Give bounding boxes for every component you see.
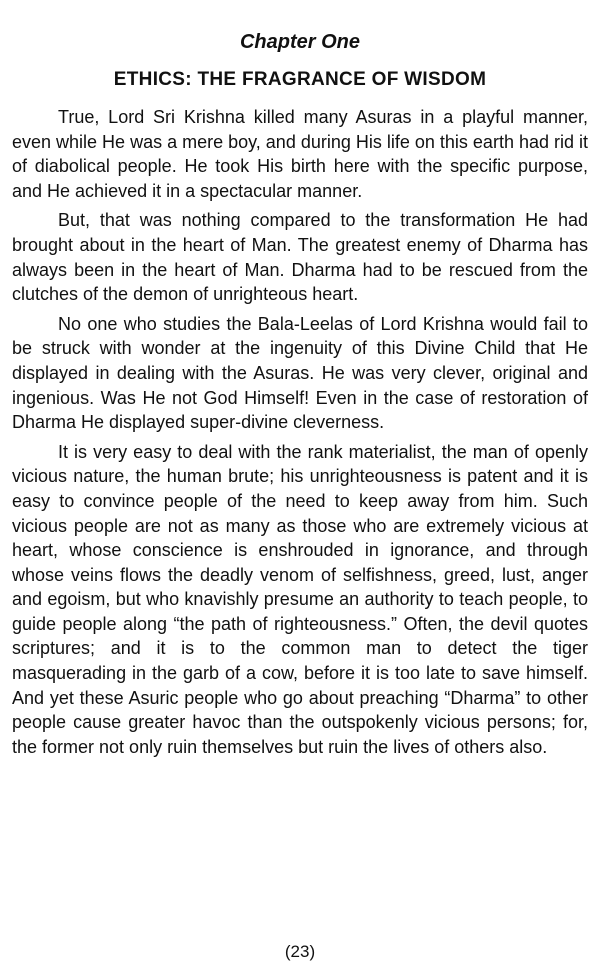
chapter-label: Chapter One <box>239 31 361 53</box>
chapter-title: ETHICS: THE FRAGRANCE OF WISDOM <box>113 69 487 90</box>
paragraph: True, Lord Sri Krishna killed many Asuras in a playful manner, even while He was a mere boy, and during His life on this earth had rid it of diabolical people. He took His birth here with the specific purpose, and He achieved it in a spectacular manner. <box>12 107 588 201</box>
chapter-body <box>12 105 588 764</box>
paragraph: It is very easy to deal with the rank materialist, the man of openly vicious nature, the human brute; his unrighteousness is patent and it is easy to convince people of the need to keep away from him. Such vicious people are not as many as those who are extremely vicious at heart, whose conscience is enshrouded in ignorance, and through whose veins flows the deadly venom of selfishness, greed, lust, anger and egoism, but who knavishly presume an authority to teach people, to guide people along “the path of righteousness.” Often, the devil quotes scriptures; and it is to the common man to detect the tiger masquerading in the garb of a cow, before it is too late to save himself. And yet these Asuric people who go about preaching “Dharma” to other people cause greater havoc than the outspokenly vicious persons; for, the former not only ruin themselves but ruin the lives of others also. <box>12 441 588 757</box>
paragraph: But, that was nothing compared to the transformation He had brought about in the heart of Man. The greatest enemy of Dharma has always been in the heart of Man. Dharma had to be rescued from the clutches of the demon of unrighteous heart. <box>12 210 588 305</box>
paragraph: No one who studies the Bala-Leelas of Lord Krishna would fail to be struck with wonder at the ingenuity of this Divine Child that He displayed in dealing with the Asuras. He was very clever, original and ingenious. Was He not God Himself! Even in the case of restoration of Dharma He displayed super-divine cleverness. <box>12 313 588 433</box>
page-number: (23) <box>284 942 316 961</box>
